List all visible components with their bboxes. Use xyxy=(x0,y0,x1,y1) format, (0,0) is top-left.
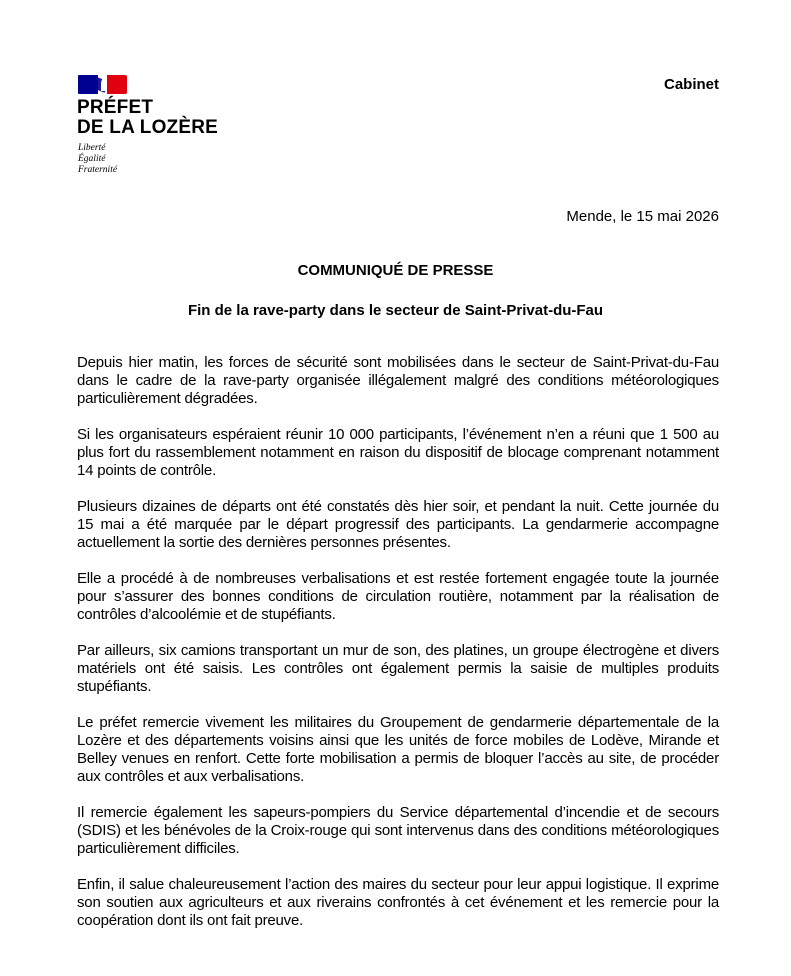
marianne-profile-icon xyxy=(98,75,107,94)
republic-motto xyxy=(78,143,117,176)
document-title: COMMUNIQUÉ DE PRESSE xyxy=(297,262,494,279)
prefecture-name-line2: DE LA LOZÈRE xyxy=(77,117,219,138)
press-release-body xyxy=(77,354,719,948)
paragraph: Par ailleurs, six camions transportant un mur de son, des platines, un groupe électrogène et divers matériels ont été saisis. Les contrôles ont également permis la saisie de multiples produits stupéfiants. xyxy=(77,642,719,695)
motto-liberte: Liberté xyxy=(78,143,106,153)
motto-fraternite: Fraternité xyxy=(78,165,118,175)
prefecture-name xyxy=(77,98,218,138)
flag-red-band xyxy=(107,75,127,94)
department-label: Cabinet xyxy=(663,76,719,93)
paragraph: Elle a procédé à de nombreuses verbalisations et est restée fortement engagée toute la journée pour s’assurer des bonnes conditions de circulation routière, notamment par la réalisation de contrôles d’alcoolémie et de stupéfiants. xyxy=(77,570,719,623)
paragraph: Enfin, il salue chaleureusement l’action des maires du secteur pour leur appui logistique. Il exprime son soutien aux agriculteurs et aux riverains confrontés à cet événement et les remercie pour la coopération dont ils ont fait preuve. xyxy=(77,876,719,929)
paragraph: Depuis hier matin, les forces de sécurité sont mobilisées dans le secteur de Saint-Privat-du-Fau dans le cadre de la rave-party organisée illégalement malgré des conditions météorologiques particulièrement dégradées. xyxy=(77,354,719,407)
paragraph: Plusieurs dizaines de départs ont été constatés dès hier soir, et pendant la nuit. Cette journée du 15 mai a été marquée par le départ progressif des participants. La gendarmerie accompagne actuellement la sortie des dernières personnes présentes. xyxy=(77,498,719,551)
paragraph: Si les organisateurs espéraient réunir 10 000 participants, l’événement n’en a réuni que 1 500 au plus fort du rassemblement notamment en raison du dispositif de blocage comprenant notamment 14 points de contrôle. xyxy=(77,426,719,479)
motto-egalite: Égalité xyxy=(78,154,106,164)
paragraph: Le préfet remercie vivement les militaires du Groupement de gendarmerie départementale de la Lozère et des départements voisins ainsi que les unités de force mobiles de Lodève, Mirande et Belley venues en renfort. Cette forte mobilisation a permis de bloquer l’accès au site, de procéder aux contrôles et aux verbalisations. xyxy=(77,714,719,785)
prefecture-name-line1: PRÉFET xyxy=(77,97,154,118)
marianne-flag-logo xyxy=(78,75,127,94)
paragraph: Il remercie également les sapeurs-pompiers du Service départemental d’incendie et de secours (SDIS) et les bénévoles de la Croix-rouge qui sont intervenus dans des conditions météorologiques particulièrement difficiles. xyxy=(77,804,719,857)
document-subtitle: Fin de la rave-party dans le secteur de Saint-Privat-du-Fau xyxy=(187,302,604,319)
document-date: Mende, le 15 mai 2026 xyxy=(566,208,719,225)
